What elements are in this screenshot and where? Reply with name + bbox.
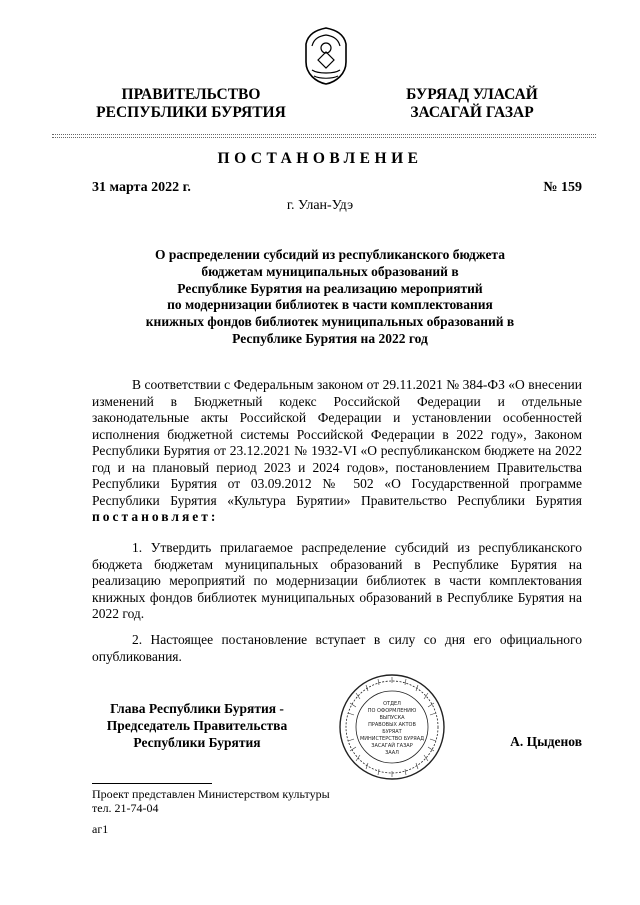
subject-line: по модернизации библиотек в части комплектования [167,297,493,313]
seal-text: ПО ОФОРМЛЕНИЮ [367,708,417,714]
footer-line-1: Проект представлен Министерством культуры [92,787,330,801]
seal-text: ОТДЕЛ [383,701,401,707]
document-city: г. Улан-Удэ [286,198,354,213]
header-left [86,86,296,122]
official-seal-icon [338,673,446,781]
seal-text: ВЫПУСКА [379,715,405,721]
header-divider-2 [52,137,596,138]
seal-text: БУРЯАТ [382,729,402,735]
document-title: ПОСТАНОВЛЕНИЕ [217,150,423,167]
signatory-line: Председатель Правительства [106,718,288,733]
subject-line: О распределении субсидий из республиканского бюджета [155,247,505,262]
signatory-line: Республики Бурятия [133,735,261,750]
header-left-line1: ПРАВИТЕЛЬСТВО [121,86,261,103]
coat-of-arms-icon [300,26,352,86]
document-date: 31 марта 2022 г. [92,180,191,195]
header-right-line2: ЗАСАГАЙ ГАЗАР [410,104,534,121]
header-left-line2: РЕСПУБЛИКИ БУРЯТИЯ [96,104,286,121]
signatory-line: Глава Республики Бурятия - [110,701,284,716]
footer-phone: тел. 21-74-04 [92,801,159,815]
seal-text: МИНИСТЕРСТВО БУРЯАД [359,736,425,742]
document-subject [110,247,550,348]
seal-text: ЗААЛ [385,750,399,756]
body-paragraph-3: 2. Настоящее постановление вступает в силу со дня его официального опубликования. [92,632,582,664]
document-code: аг1 [92,822,109,836]
subject-line: Республике Бурятия на реализацию мероприятий [177,280,483,296]
seal-text: ПРАВОВЫХ АКТОВ [368,722,416,728]
signatory-name: А. Цыденов [510,734,582,749]
header-right [392,86,552,122]
footer-divider [92,783,212,784]
header-right-line1: БУРЯАД УЛАСАЙ [406,86,538,103]
signatory-title [92,700,302,751]
header-divider [52,134,596,135]
body-paragraph-2: 1. Утвердить прилагаемое распределение субсидий из республиканского бюджета бюджетам муниципальных образований в Республике Бурятия на реализацию мероприятий по модернизации библиотек в части комплектования книжных фондов библиотек муниципальных образований в Республике Бурятия на 2022 год. [92,540,582,621]
subject-line: бюджетам муниципальных образований в [201,263,459,279]
subject-line: книжных фондов библиотек муниципальных образований в [145,314,515,330]
subject-line: Республике Бурятия на 2022 год [232,330,428,346]
resolves-word: постановляет: [92,509,219,524]
paragraph-text: В соответствии с Федеральным законом от 29.11.2021 № 384-ФЗ «О внесении изменений в Бюджетный кодекс Российской Федерации и отдельные законодательные акты Российской Федерации и установлении особенностей исполнения бюджетной системы Российской Федерации в 2022 году», Законом Республики Бурятия от 23.12.2021 № 1932-VI «О республиканском бюджете на 2022 год и на плановый период 2023 и 2024 годов», постановлением Правительства Республики Бурятия от 03.09.2012 № 502 «О Государственной программе Республики Бурятия «Культура Бурятии» Правительство Республики Бурятия [92,377,582,508]
document-number: № 159 [543,180,582,195]
footer-note [92,787,330,815]
body-paragraph-1 [92,377,582,526]
seal-text: ЗАСАГАЙ ГАЗАР [371,743,413,749]
